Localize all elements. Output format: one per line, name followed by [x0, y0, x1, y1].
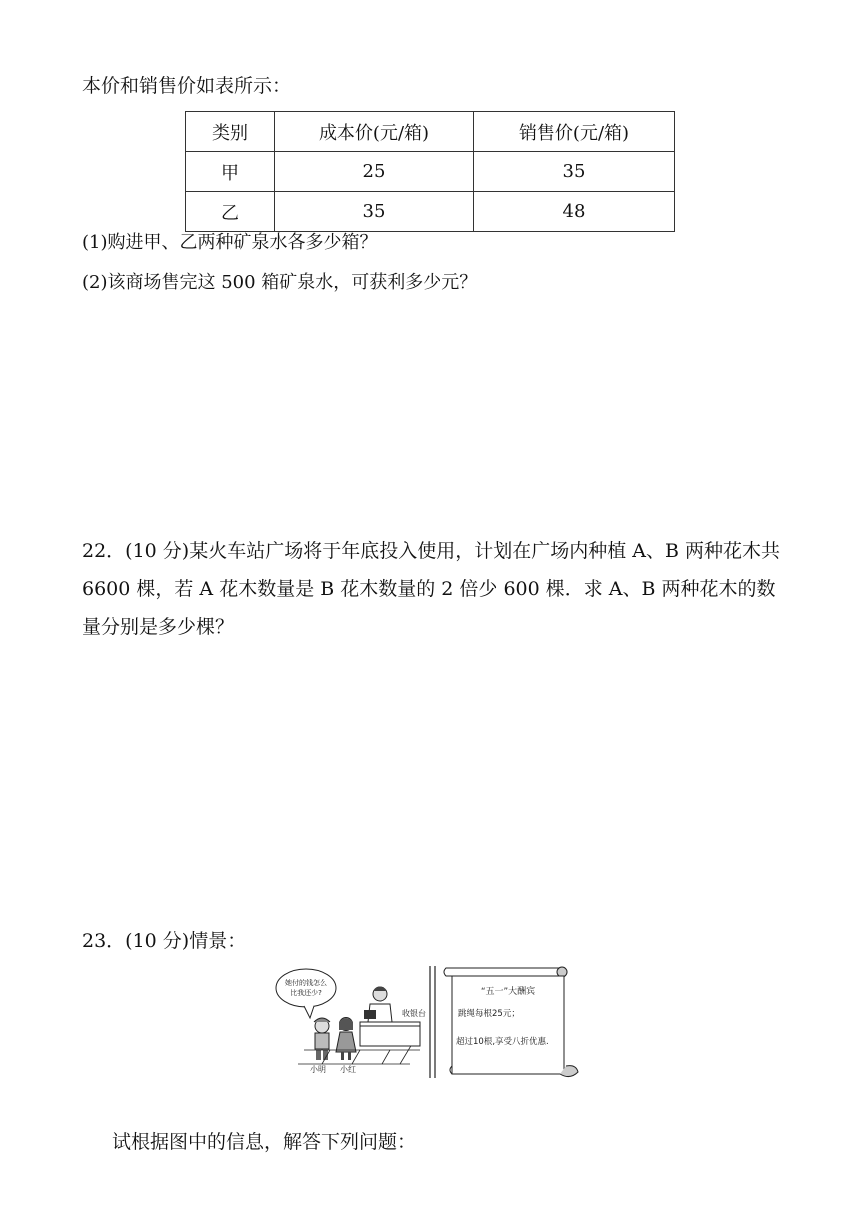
- scene-figure: [270, 960, 590, 1085]
- promo-line1: 跳绳每根25元；: [458, 1009, 520, 1019]
- row-cost: 25: [275, 152, 474, 192]
- intro-text: 本价和销售价如表所示：: [82, 75, 292, 97]
- bubble-line1: 她付的钱怎么: [285, 979, 327, 987]
- girl-figure: [336, 1018, 356, 1061]
- q23-instruction: 试根据图中的信息，解答下列问题：: [112, 1131, 417, 1153]
- header-category: 类别: [186, 112, 275, 152]
- checkout-counter: [360, 1022, 420, 1046]
- header-cost-price: 成本价(元/箱): [275, 112, 474, 152]
- girl-label: 小红: [340, 1065, 356, 1074]
- row-sale: 48: [474, 192, 675, 232]
- price-table: [185, 111, 675, 232]
- q22-text: 22．(10 分)某火车站广场将于年底投入使用，计划在广场内种植 A、B 两种花木共 6600 棵，若 A 花木数量是 B 花木数量的 2 倍少 600 棵．求 A、B 两种花木的数量分别是多少棵？: [82, 540, 780, 638]
- table-row: [186, 192, 675, 232]
- bubble-line2: 比我还少?: [290, 989, 322, 997]
- row-cost: 35: [275, 192, 474, 232]
- cashier-figure: [364, 987, 392, 1023]
- counter-label: 收银台: [402, 1009, 426, 1018]
- boy-label: 小明: [310, 1065, 326, 1074]
- q21-part1: (1)购进甲、乙两种矿泉水各多少箱？: [82, 232, 378, 253]
- header-sale-price: 销售价(元/箱): [474, 112, 675, 152]
- promo-line2: 超过10根,享受八折优惠.: [456, 1037, 549, 1047]
- q23-heading: 23．(10 分)情景：: [82, 930, 247, 952]
- table-row: [186, 152, 675, 192]
- speech-bubble: [276, 969, 336, 1018]
- table-header-row: [186, 112, 675, 152]
- promo-title: “五一”大酬宾: [480, 987, 536, 997]
- row-sale: 35: [474, 152, 675, 192]
- q21-part2: (2)该商场售完这 500 箱矿泉水，可获利多少元？: [82, 272, 478, 293]
- promo-scroll: [444, 967, 578, 1077]
- row-category: 乙: [186, 192, 275, 232]
- row-category: 甲: [186, 152, 275, 192]
